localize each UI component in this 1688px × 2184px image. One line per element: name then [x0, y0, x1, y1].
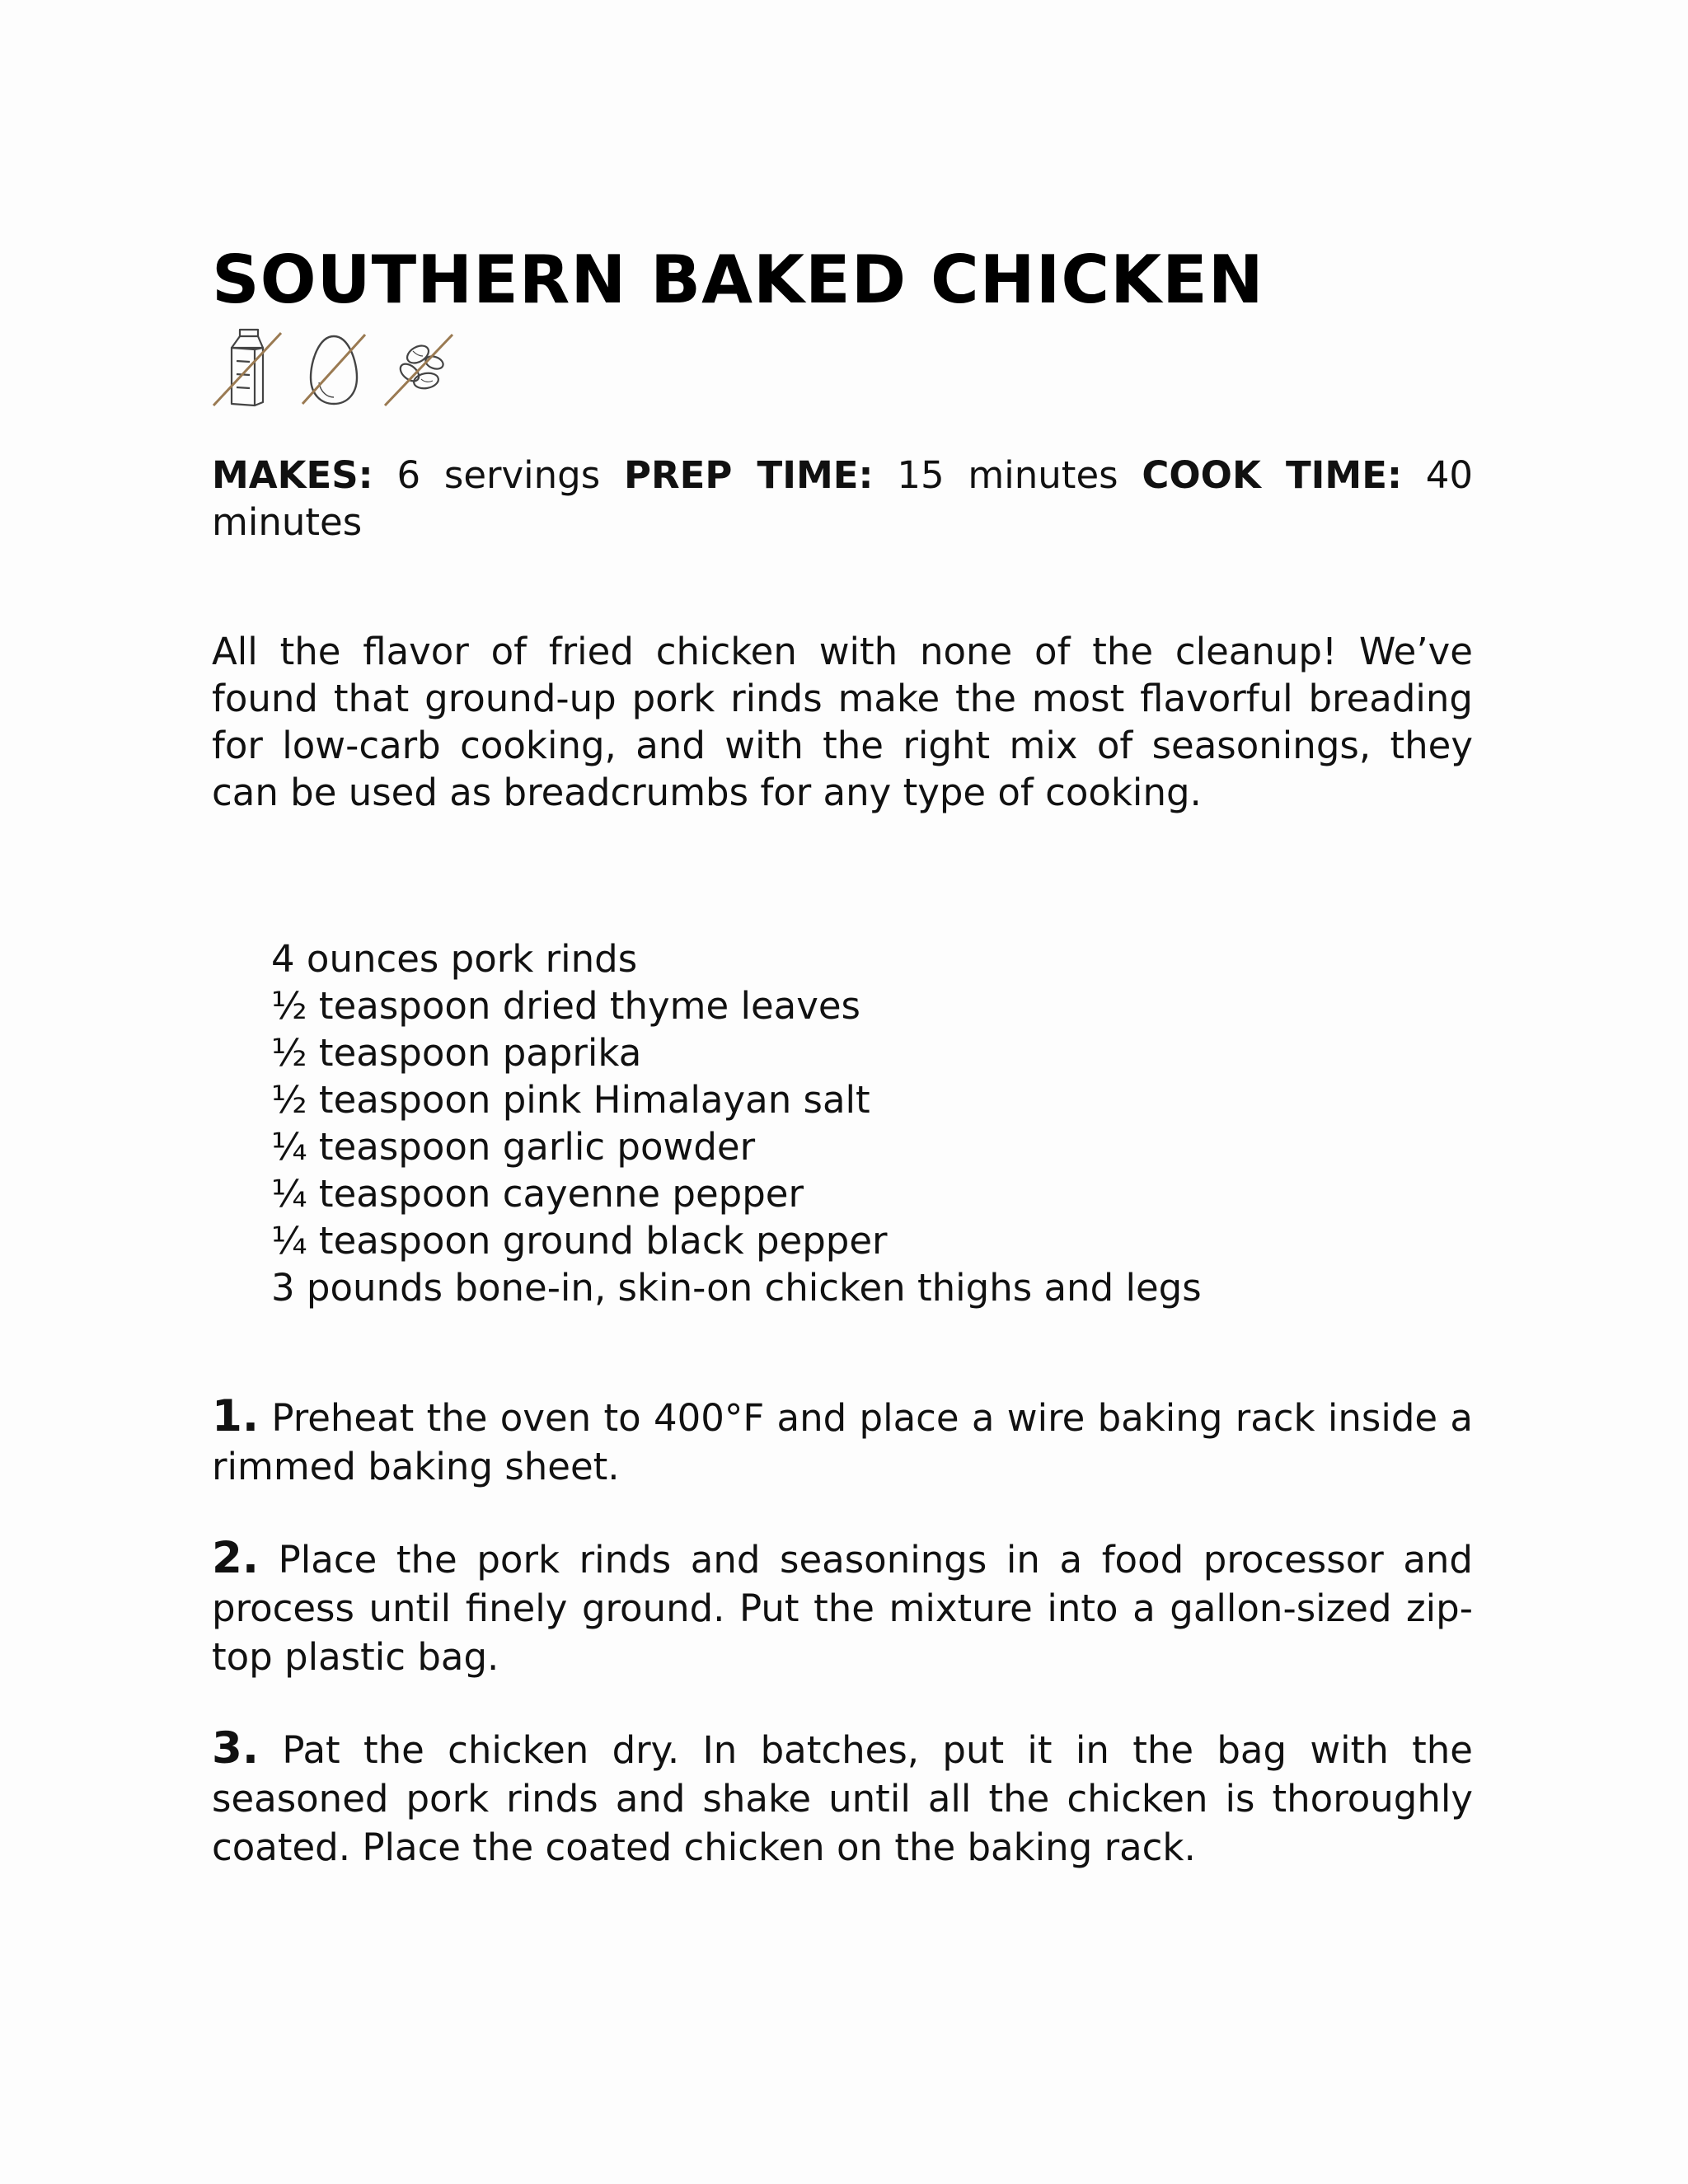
prep-time-label: PREP TIME: [624, 453, 874, 497]
no-egg-icon [298, 325, 368, 410]
step-number: 2. [212, 1533, 260, 1583]
ingredient-item: ½ teaspoon paprika [271, 1031, 642, 1075]
cook-time-label: COOK TIME: [1142, 453, 1402, 497]
step-number: 1. [212, 1391, 260, 1441]
ingredient-item: 3 pounds bone-in, skin-on chicken thighs and legs [271, 1266, 1202, 1310]
ingredient-item: ½ teaspoon pink Himalayan salt [271, 1078, 870, 1122]
recipe-intro: All the flavor of fried chicken with none of the cleanup! We’ve found that ground-up pork rinds make the most flavorful breading for low-carb cooking, and with the right mix of seasonings, they can be used as breadcrumbs for any type of cooking. [212, 630, 1473, 814]
step-text: Pat the chicken dry. In batches, put it in the bag with the seasoned pork rinds and shake until all the chicken is thoroughly coated. Place the coated chicken on the baking rack. [212, 1728, 1473, 1869]
ingredient-item: ¼ teaspoon ground black pepper [271, 1219, 888, 1263]
ingredient-item: 4 ounces pork rinds [271, 937, 638, 981]
step-text: Preheat the oven to 400°F and place a wire baking rack inside a rimmed baking sheet. [212, 1396, 1474, 1488]
makes-label: MAKES: [212, 453, 373, 497]
step-text: Place the pork rinds and seasonings in a food processor and process until finely ground. Put the mixture into a gallon-sized zip-top plastic bag. [212, 1538, 1474, 1679]
instruction-step [212, 1534, 1473, 1681]
instruction-steps [212, 1392, 1473, 1872]
ingredient-list [212, 935, 1473, 1311]
recipe-page [212, 241, 1474, 1915]
dietary-icons [212, 325, 1473, 410]
instruction-step [212, 1392, 1473, 1491]
cook-time-value: 40 minutes [212, 453, 1474, 544]
prep-time-value: 15 minutes [897, 453, 1118, 497]
no-dairy-icon [212, 325, 283, 410]
ingredient-item: ¼ teaspoon garlic powder [271, 1125, 756, 1169]
instruction-step [212, 1724, 1473, 1872]
recipe-meta [212, 452, 1473, 546]
no-nuts-icon [383, 325, 454, 410]
recipe-title: SOUTHERN BAKED CHICKEN [212, 241, 1264, 318]
step-number: 3. [212, 1723, 260, 1774]
makes-value: 6 servings [396, 453, 601, 497]
ingredient-item: ½ teaspoon dried thyme leaves [271, 984, 860, 1028]
ingredient-item: ¼ teaspoon cayenne pepper [271, 1172, 804, 1216]
